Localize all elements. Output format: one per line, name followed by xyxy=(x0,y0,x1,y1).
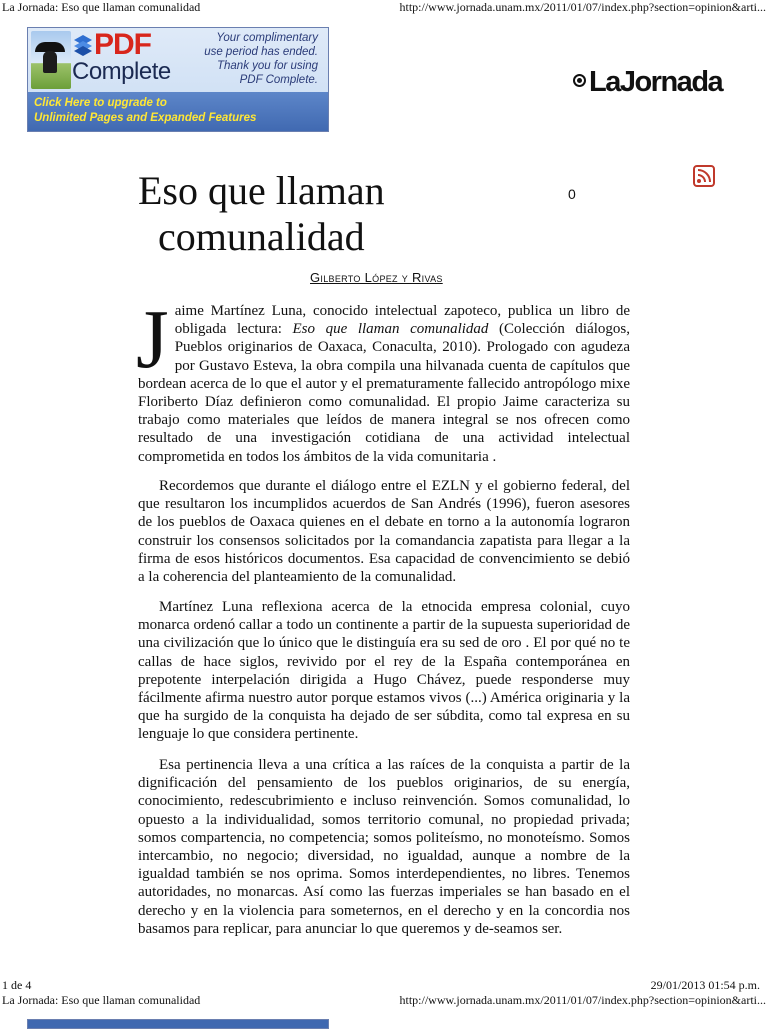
book-title: Eso que llaman comunalidad xyxy=(292,321,489,338)
upgrade-line[interactable]: Unlimited Pages and Expanded Features xyxy=(34,112,257,124)
banner-message-line: use period has ended. xyxy=(204,46,318,58)
article-paragraph: Recordemos que durante el diálogo entre el EZLN y el gobierno federal, del que resultaron los incumplidos acuerdos de San Andrés (1996), fueron asesores de los pueblos de Oaxaca quienes en el debate en torno a la autonomía lograron construir los consensos solicitados por la comandancia zapatista para llegar a la firma de esos históricos documentos. Esa capacidad de convencimiento se debió a la coherencia del planteamiento de la comunalidad. xyxy=(138,478,630,586)
article-title-line: comunalidad xyxy=(158,214,365,259)
paragraph-text: aime Martínez Luna, conocido intelectual zapoteco, publica un libro de obligada lectura: xyxy=(174,303,630,338)
la-jornada-logo[interactable] xyxy=(573,66,722,99)
jornada-mark-icon xyxy=(573,74,586,87)
comment-count[interactable]: 0 xyxy=(568,186,576,202)
rss-icon[interactable] xyxy=(693,165,715,187)
print-datetime: 29/01/2013 01:54 p.m. xyxy=(650,978,760,992)
complete-word: Complete xyxy=(72,58,171,85)
print-header-title: La Jornada: Eso que llaman comunalidad xyxy=(2,993,201,1007)
pdf-word: PDF xyxy=(94,28,151,61)
article-paragraph: Martínez Luna reflexiona acerca de la etnocida empresa colonial, cuyo monarca ordenó callar a todo un continente a partir de la supuesta superioridad de una civilización que lo único que le distinguía era su sed de oro . El por qué no te callas de hace siglos, revivido por el rey de la España contemporánea en prepotente interpelación dirigida a Hugo Chávez, puede responderse muy fácilmente afirma nuestro autor porque estamos vivos (...) América originaria y la que ha surgido de la conquista ha dejado de ser súbdita, como tal expresa en su lenguaje lo que considera pertinente. xyxy=(138,599,630,743)
banner-top xyxy=(28,28,328,92)
article-title xyxy=(138,168,458,260)
banner-message-line: Your complimentary xyxy=(216,32,318,44)
upgrade-line[interactable]: Click Here to upgrade to xyxy=(34,97,167,109)
banner-message-line: Thank you for using xyxy=(216,60,318,72)
logo-text: LaJornada xyxy=(589,66,723,98)
next-page-banner-edge xyxy=(27,1019,329,1029)
banner-message-line: PDF Complete. xyxy=(239,74,318,86)
upgrade-link[interactable] xyxy=(28,92,328,132)
author-link[interactable]: Gilberto López y Rivas xyxy=(310,270,443,285)
print-header-url: http://www.jornada.unam.mx/2011/01/07/index.php?section=opinion&arti... xyxy=(399,993,766,1007)
pdf-complete-logo xyxy=(72,30,182,90)
umbrella-figure-icon xyxy=(31,31,71,89)
article-title-line: Eso que llaman xyxy=(138,168,385,213)
page-number: 1 de 4 xyxy=(2,978,32,992)
print-header-title: La Jornada: Eso que llaman comunalidad xyxy=(2,0,201,14)
print-header-url: http://www.jornada.unam.mx/2011/01/07/index.php?section=opinion&arti... xyxy=(399,0,766,14)
paragraph-text: (Colección diálogos, Pueblos originarios de Oaxaca, Conaculta, 2010). Prologado con agudeza por Gustavo Esteva, la obra compila una hilvanada cuenta de capítulos que bordean acerca de lo que el autor y el prematuramente fallecido antropólogo mixe Floriberto Díaz definieron como comunalidad. El propio Jaime caracteriza su trabajo como materiales que leídos de manera integral se nos ofrecen como resultado de una investigación cotidiana de una actividad intelectual comprometida en todos los ámbitos de la vida comunitaria . xyxy=(138,321,631,465)
drop-cap: J xyxy=(136,293,169,386)
pdf-complete-banner[interactable] xyxy=(27,27,329,132)
pdf-diamonds-icon xyxy=(72,34,94,56)
banner-message xyxy=(178,31,318,87)
article-paragraph: Esa pertinencia lleva a una crítica a las raíces de la conquista a partir de la dignificación del pensamiento de los pueblos originarios, de su energía, conocimiento, redescubrimiento e incluso reinvención. Somos comunalidad, lo opuesto a la individualidad, somos territorio comunal, no propiedad privada; somos compartencia, no competencia; somos politeísmo, no monoteísmo. Somos intercambio, no negocio; diversidad, no igualdad, aunque a nombre de la igualdad también se nos oprima. Somos interdependientes, no libres. Tenemos autoridades, no monarcas. Así como las fuerzas imperiales se han basado en el derecho y en la violencia para someternos, en el derecho y en la concordia nos basamos para replicar, para anunciar lo que queremos y de-seamos ser. xyxy=(138,757,630,937)
article-paragraph xyxy=(136,293,631,466)
